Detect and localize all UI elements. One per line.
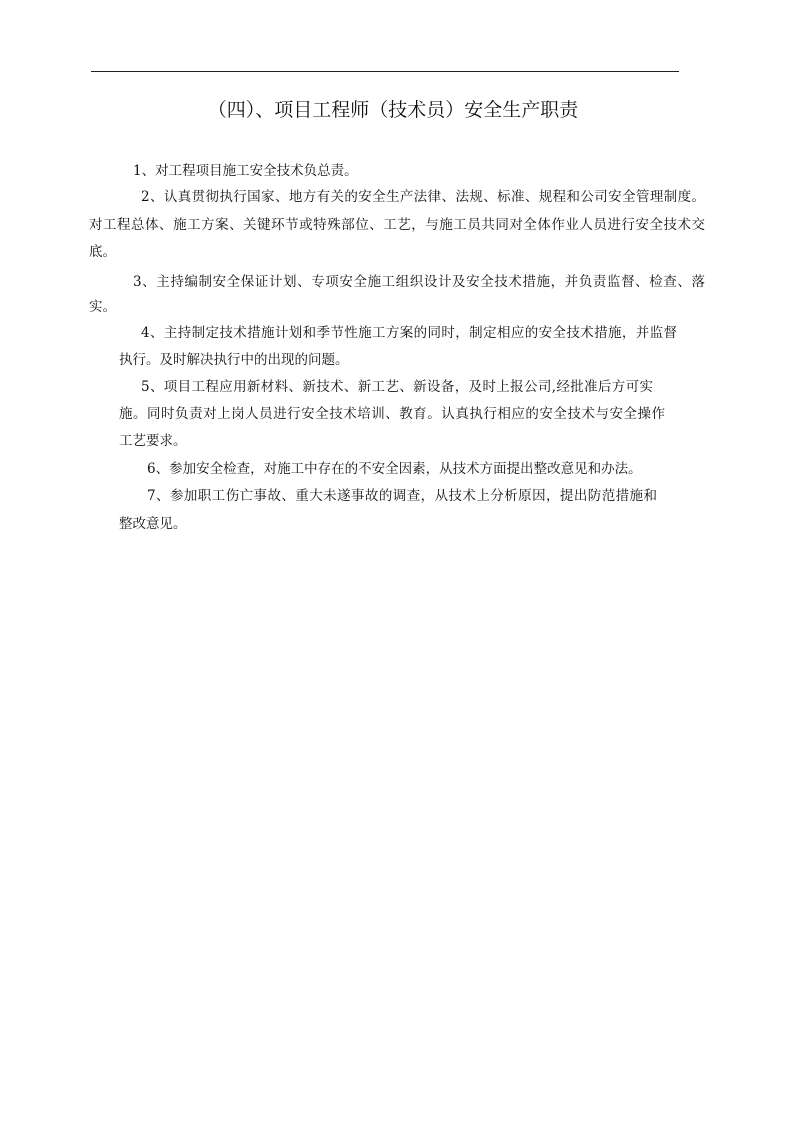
item-3-line-2: 实。 <box>89 299 116 315</box>
item-5-line-1: 5、项目工程应用新材料、新技术、新工艺、新设备，及时上报公司,经批准后方可实 <box>141 379 653 395</box>
item-2-line-1: 2、认真贯彻执行国家、地方有关的安全生产法律、法规、标准、规程和公司安全管理制度。 <box>141 189 705 205</box>
item-1: 1、对工程项目施工安全技术负总责。 <box>133 163 358 179</box>
header-rule <box>91 71 679 72</box>
item-7-line-2: 整改意见。 <box>119 516 187 532</box>
item-4-line-2: 执行。及时解决执行中的出现的问题。 <box>119 352 349 368</box>
item-2-line-2: 对工程总体、施工方案、关键环节或特殊部位、工艺，与施工员共同对全体作业人员进行安全技术交 <box>89 217 705 233</box>
item-6: 6、参加安全检查，对施工中存在的不安全因素，从技术方面提出整改意见和办法。 <box>147 461 642 477</box>
item-7-line-1: 7、参加职工伤亡事故、重大未遂事故的调查，从技术上分析原因，提出防范措施和 <box>147 488 657 504</box>
item-2-line-3: 底。 <box>89 244 116 260</box>
item-4-line-1: 4、主持制定技术措施计划和季节性施工方案的同时，制定相应的安全技术措施，并监督 <box>141 325 677 341</box>
item-3-line-1: 3、主持编制安全保证计划、专项安全施工组织设计及安全技术措施，并负责监督、检查、落 <box>133 274 705 290</box>
item-5-line-2: 施。同时负责对上岗人员进行安全技术培训、教育。认真执行相应的安全技术与安全操作 <box>119 406 665 422</box>
item-5-line-3: 工艺要求。 <box>119 433 187 449</box>
page-title: （四）、项目工程师（技术员）安全生产职责 <box>207 99 579 121</box>
